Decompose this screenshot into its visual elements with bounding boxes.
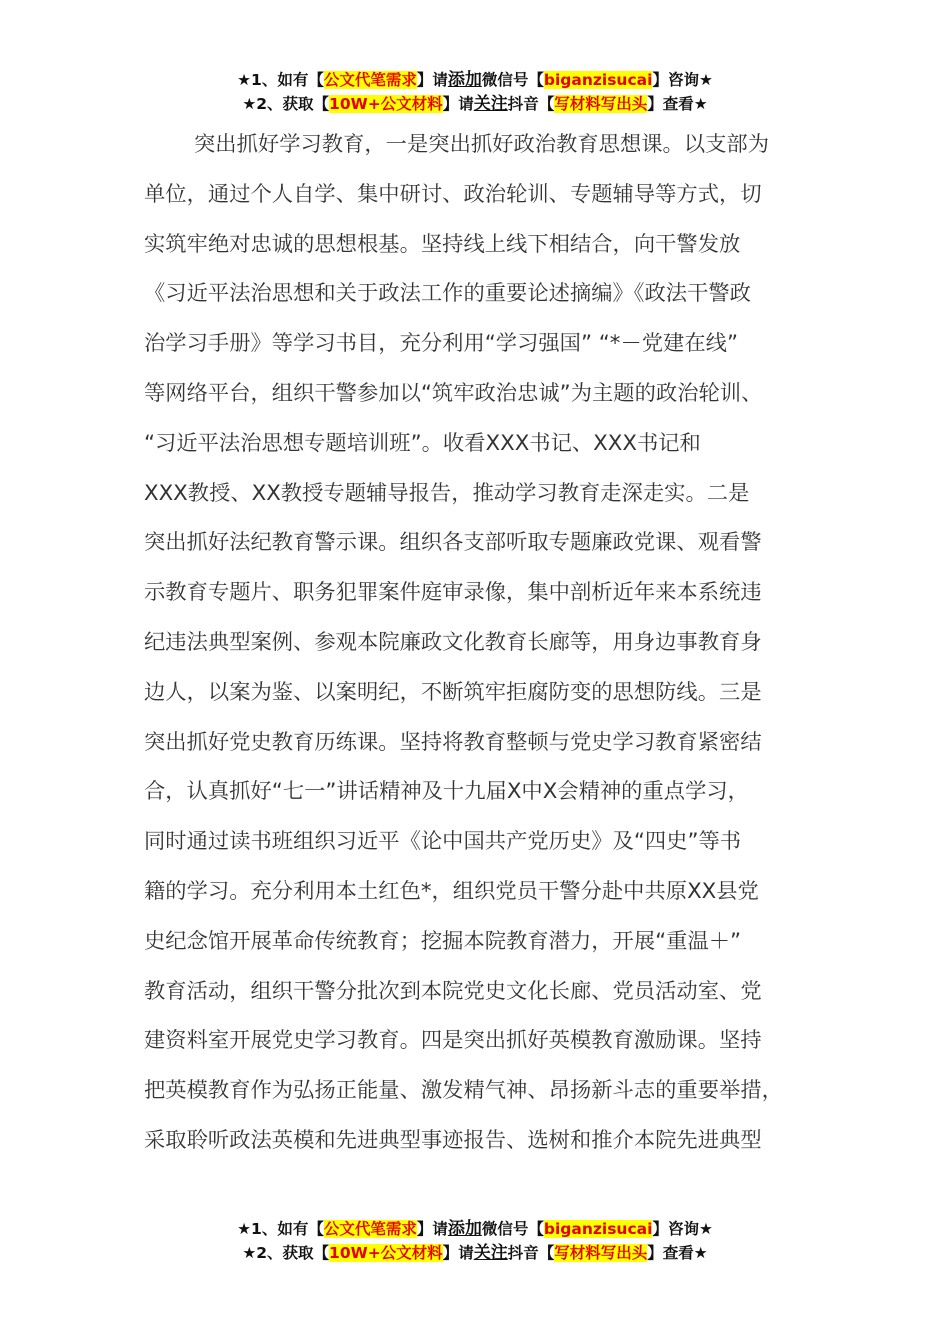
text-line: 示教育专题片、职务犯罪案件庭审录像，集中剖析近年来本系统违 <box>144 580 762 606</box>
banner-text: 】请 <box>442 95 474 113</box>
text-line: “习近平法治思想专题培训班”。收看XXX书记、XXX书记和 <box>144 430 701 456</box>
highlight-service: 公文代笔需求 <box>323 1220 417 1238</box>
text-line: 籍的学习。充分利用本土红色*，组织党员干警分赴中共原XX县党 <box>144 878 759 904</box>
banner-line-1 <box>0 1217 950 1241</box>
highlight-materials: 10W+公文材料 <box>329 1244 443 1262</box>
text-line: 把英模教育作为弘扬正能量、激发精气神、昂扬新斗志的重要举措， <box>144 1078 783 1104</box>
highlight-wechat-id: biganzisucai <box>543 71 653 89</box>
banner-text: 】请 <box>416 1220 448 1238</box>
highlight-service: 公文代笔需求 <box>323 71 417 89</box>
underlined-text: 添加 <box>447 70 482 90</box>
banner-text: 】查看★ <box>647 95 708 113</box>
highlight-douyin-account: 写材料写出头 <box>554 95 648 113</box>
text-line: 《习近平法治思想和关于政法工作的重要论述摘编》《政法干警政 <box>144 281 751 307</box>
banner-line-1 <box>0 68 950 92</box>
banner-text: 】请 <box>442 1244 474 1262</box>
banner-text: 】查看★ <box>647 1244 708 1262</box>
text-line: 采取聆听政法英模和先进典型事迹报告、选树和推介本院先进典型 <box>144 1127 762 1153</box>
banner-text: 抖音【 <box>507 95 555 113</box>
header-banner <box>0 68 950 116</box>
banner-text: 微信号【 <box>481 71 544 89</box>
underlined-text: 关注 <box>473 94 508 114</box>
text-line: 治学习手册》等学习书目，充分利用“学习强国” “*－党建在线” <box>144 331 738 357</box>
highlight-materials: 10W+公文材料 <box>329 95 443 113</box>
text-line: 实筑牢绝对忠诚的思想根基。坚持线上线下相结合，向干警发放 <box>144 231 741 257</box>
text-line: 史纪念馆开展革命传统教育；挖掘本院教育潜力，开展“重温＋” <box>144 928 742 954</box>
highlight-wechat-id: biganzisucai <box>543 1220 653 1238</box>
banner-line-2 <box>0 1241 950 1265</box>
underlined-text: 关注 <box>473 1243 508 1263</box>
banner-text: ★2、获取【 <box>242 1244 330 1262</box>
text-line: 等网络平台，组织干警参加以“筑牢政治忠诚”为主题的政治轮训、 <box>144 380 763 406</box>
banner-text: 微信号【 <box>481 1220 544 1238</box>
underlined-text: 添加 <box>447 1219 482 1239</box>
banner-line-2 <box>0 92 950 116</box>
banner-text: 】请 <box>416 71 448 89</box>
text-line: XXX教授、XX教授专题辅导报告，推动学习教育走深走实。二是 <box>144 480 750 506</box>
text-line: 合，认真抓好“七一”讲话精神及十九届X中X会精神的重点学习， <box>144 779 749 805</box>
banner-text: ★1、如有【 <box>237 71 324 89</box>
text-line: 突出抓好法纪教育警示课。组织各支部听取专题廉政党课、观看警 <box>144 530 762 556</box>
text-line: 纪违法典型案例、参观本院廉政文化教育长廊等，用身边事教育身 <box>144 629 762 655</box>
text-line: 建资料室开展党史学习教育。四是突出抓好英模教育激励课。坚持 <box>144 1028 762 1054</box>
text-line: 单位，通过个人自学、集中研讨、政治轮训、专题辅导等方式，切 <box>144 181 762 207</box>
text-line: 同时通过读书班组织习近平《论中国共产党历史》及“四史”等书 <box>144 829 742 855</box>
banner-text: 抖音【 <box>507 1244 555 1262</box>
text-line: 边人，以案为鉴、以案明纪，不断筑牢拒腐防变的思想防线。三是 <box>144 679 762 705</box>
text-line: 突出抓好学习教育，一是突出抓好政治教育思想课。以支部为 <box>194 132 770 157</box>
banner-text: ★1、如有【 <box>237 1220 324 1238</box>
text-line: 教育活动，组织干警分批次到本院党史文化长廊、党员活动室、党 <box>144 978 762 1004</box>
footer-banner <box>0 1217 950 1265</box>
banner-text: ★2、获取【 <box>242 95 330 113</box>
banner-text: 】咨询★ <box>652 1220 713 1238</box>
text-line: 突出抓好党史教育历练课。坚持将教育整顿与党史学习教育紧密结 <box>144 729 762 755</box>
document-paragraph <box>144 120 816 1170</box>
highlight-douyin-account: 写材料写出头 <box>554 1244 648 1262</box>
banner-text: 】咨询★ <box>652 71 713 89</box>
